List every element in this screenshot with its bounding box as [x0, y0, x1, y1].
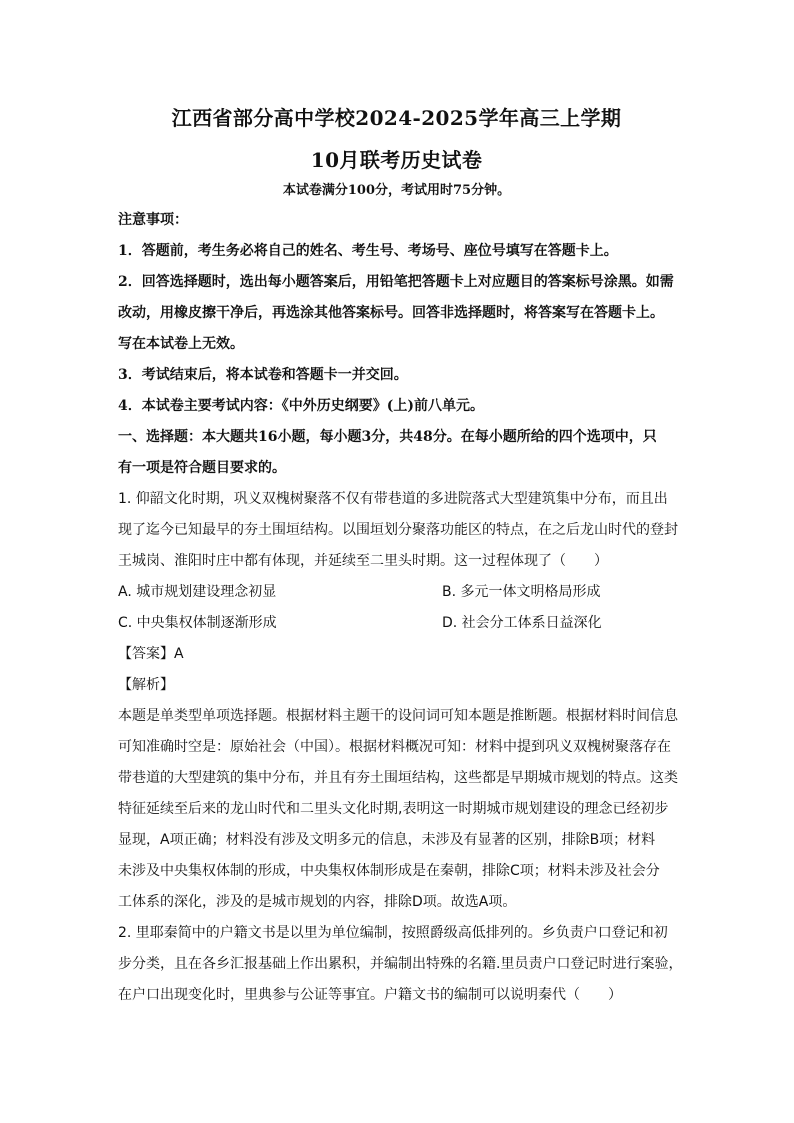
notice-item-2-line1: 2．回答选择题时，选出每小题答案后，用铅笔把答题卡上对应题目的答案标号涂黑。如需 — [118, 274, 674, 290]
option-d: D. 社会分工体系日益深化 — [442, 615, 602, 631]
question-1-options-row2 — [118, 608, 675, 639]
question-1-options-row1 — [118, 577, 675, 608]
notice-heading: 注意事项： — [118, 212, 188, 228]
analysis-line1: 本题是单类型单项选择题。根据材料主题干的设问词可知本题是推断题。根据材料时间信息 — [118, 708, 678, 724]
notice-item-1: 1．答题前，考生务必将自己的姓名、考生号、考场号、座位号填写在答题卡上。 — [118, 243, 618, 259]
question-1-line1: 1. 仰韶文化时期，巩义双槐树聚落不仅有带巷道的多进院落式大型建筑集中分布，而且出 — [118, 491, 668, 507]
question-2-line3: 在户口出现变化时，里典参与公证等事宜。户籍文书的编制可以说明秦代（ ） — [118, 987, 622, 1003]
analysis-line6: 未涉及中央集权体制的形成，中央集权体制形成是在秦朝，排除C项；材料未涉及社会分 — [118, 863, 660, 879]
section-heading-line2: 有一项是符合题目要求的。 — [118, 460, 286, 476]
analysis-heading: 【解析】 — [118, 677, 174, 693]
question-1-line2: 现了迄今已知最早的夯土围垣结构。以围垣划分聚落功能区的特点，在之后龙山时代的登封 — [118, 522, 678, 538]
exam-title-line2: 10月联考历史试卷 — [310, 148, 483, 172]
notice-item-4: 4．本试卷主要考试内容：《中外历史纲要》(上)前八单元。 — [118, 398, 484, 414]
analysis-line7: 工体系的深化，涉及的是城市规划的内容，排除D项。故选A项。 — [118, 894, 517, 910]
notice-item-2-line2: 改动，用橡皮擦干净后，再选涂其他答案标号。回答非选择题时，将答案写在答题卡上。 — [118, 305, 664, 321]
analysis-line5: 显现，A项正确；材料没有涉及文明多元的信息，未涉及有显著的区别，排除B项；材料 — [118, 832, 656, 848]
section-heading-line1: 一、选择题：本大题共16小题，每小题3分，共48分。在每小题所给的四个选项中，只 — [118, 429, 657, 445]
question-2-line2: 步分类，且在各乡汇报基础上作出累积，并编制出特殊的名籍.里员责户口登记时进行案验， — [118, 956, 683, 972]
analysis-line3: 带巷道的大型建筑的集中分布，并且有夯土围垣结构，这些都是早期城市规划的特点。这类 — [118, 770, 678, 786]
answer-label: 【答案】A — [118, 646, 184, 662]
exam-title-line1: 江西省部分高中学校2024-2025学年高三上学期 — [171, 106, 622, 130]
option-a: A. 城市规划建设理念初显 — [118, 584, 277, 600]
analysis-line2: 可知准确时空是：原始社会（中国）。根据材料概况可知：材料中提到巩义双槐树聚落存在 — [118, 739, 671, 755]
exam-subtitle: 本试卷满分100分，考试用时75分钟。 — [282, 183, 511, 198]
option-b: B. 多元一体文明格局形成 — [442, 584, 601, 600]
notice-item-3: 3．考试结束后，将本试卷和答题卡一并交回。 — [118, 367, 408, 383]
question-2-line1: 2. 里耶秦简中的户籍文书是以里为单位编制，按照爵级高低排列的。乡负责户口登记和初 — [118, 925, 668, 941]
notice-item-2-line3: 写在本试卷上无效。 — [118, 336, 244, 352]
question-1-line3: 王城岗、淮阳时庄中都有体现，并延续至二里头时期。这一过程体现了（ ） — [118, 553, 608, 569]
analysis-line4: 特征延续至后来的龙山时代和二里头文化时期,表明这一时期城市规划建设的理念已经初步 — [118, 801, 669, 817]
option-c: C. 中央集权体制逐渐形成 — [118, 615, 277, 631]
